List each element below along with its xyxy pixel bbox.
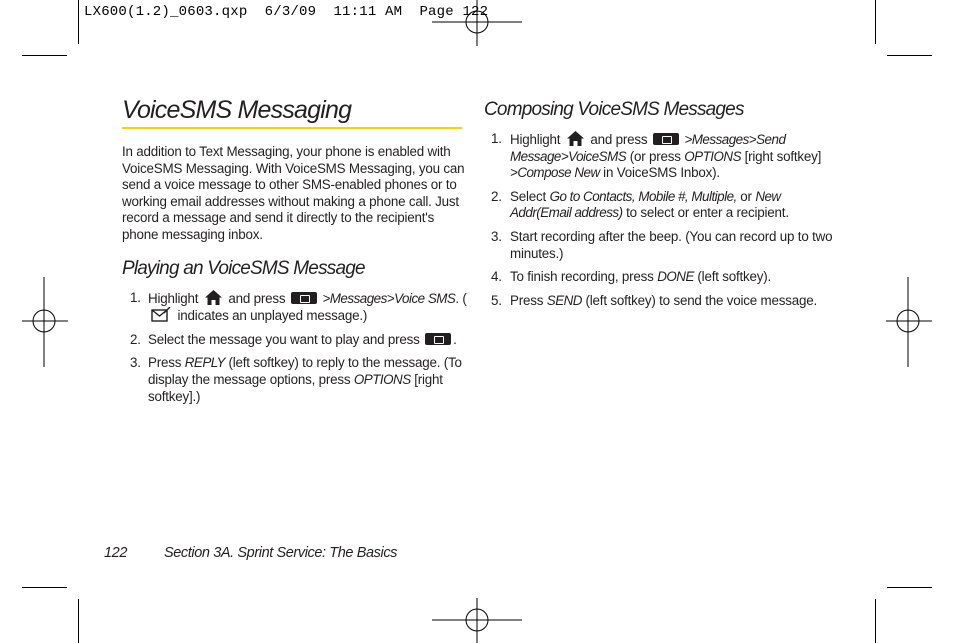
registration-mark-right-icon — [886, 277, 932, 367]
list-item: 2. Select Go to Contacts, Mobile #, Multiple, or New Addr(Email address) to select or enter a recipient. — [491, 188, 789, 221]
page-title: VoiceSMS Messaging — [122, 96, 352, 124]
registration-mark-bottom-icon — [432, 598, 522, 643]
home-icon — [205, 290, 222, 305]
registration-mark-left-icon — [22, 277, 68, 367]
section-title: Section 3A. Sprint Service: The Basics — [164, 545, 398, 561]
playing-steps — [122, 290, 467, 406]
menu-ok-key-icon — [291, 292, 317, 304]
left-column — [122, 96, 467, 412]
page-footer — [104, 545, 397, 561]
intro-paragraph: In addition to Text Messaging, your phone is enabled with VoiceSMS Messaging. With VoiceSMS Messaging, you can send a voice message to other SMS-enabled phones or to working email addresses without making a phone call. Just record a message and send it directly to the recipient's phone messaging inbox. — [122, 144, 465, 242]
list-item: 2. Select the message you want to play and press . — [130, 331, 457, 347]
unplayed-voice-message-icon — [151, 307, 171, 323]
section-heading-playing: Playing an VoiceSMS Message — [122, 257, 365, 279]
list-item: 1. Highlight and press >Messages>Voice SMS. ( indicates an unplayed message.) — [130, 289, 467, 324]
registration-mark-top-icon — [432, 0, 522, 46]
right-column — [484, 96, 834, 316]
home-icon — [567, 131, 584, 146]
list-item: 4. To finish recording, press DONE (left softkey). — [491, 269, 772, 285]
print-slug: LX600(1.2)_0603.qxp 6/3/09 11:11 AM Page 122 — [84, 4, 489, 20]
list-item: 5. Press SEND (left softkey) to send the voice message. — [491, 292, 817, 308]
list-item: 1. Highlight and press >Messages>Send Message>VoiceSMS (or press OPTIONS [right softkey] >Compose New in VoiceSMS Inbox). — [491, 131, 822, 181]
menu-ok-key-icon — [425, 333, 451, 345]
page-number: 122 — [104, 545, 127, 561]
list-item: 3. Start recording after the beep. (You can record up to two minutes.) — [491, 228, 833, 261]
section-heading-composing: Composing VoiceSMS Messages — [484, 99, 744, 120]
list-item: 3. Press REPLY (left softkey) to reply to the message. (To display the message options, press OPTIONS [right softkey].) — [130, 355, 462, 404]
composing-steps — [484, 131, 834, 309]
menu-ok-key-icon — [653, 133, 679, 145]
title-rule — [122, 127, 462, 129]
